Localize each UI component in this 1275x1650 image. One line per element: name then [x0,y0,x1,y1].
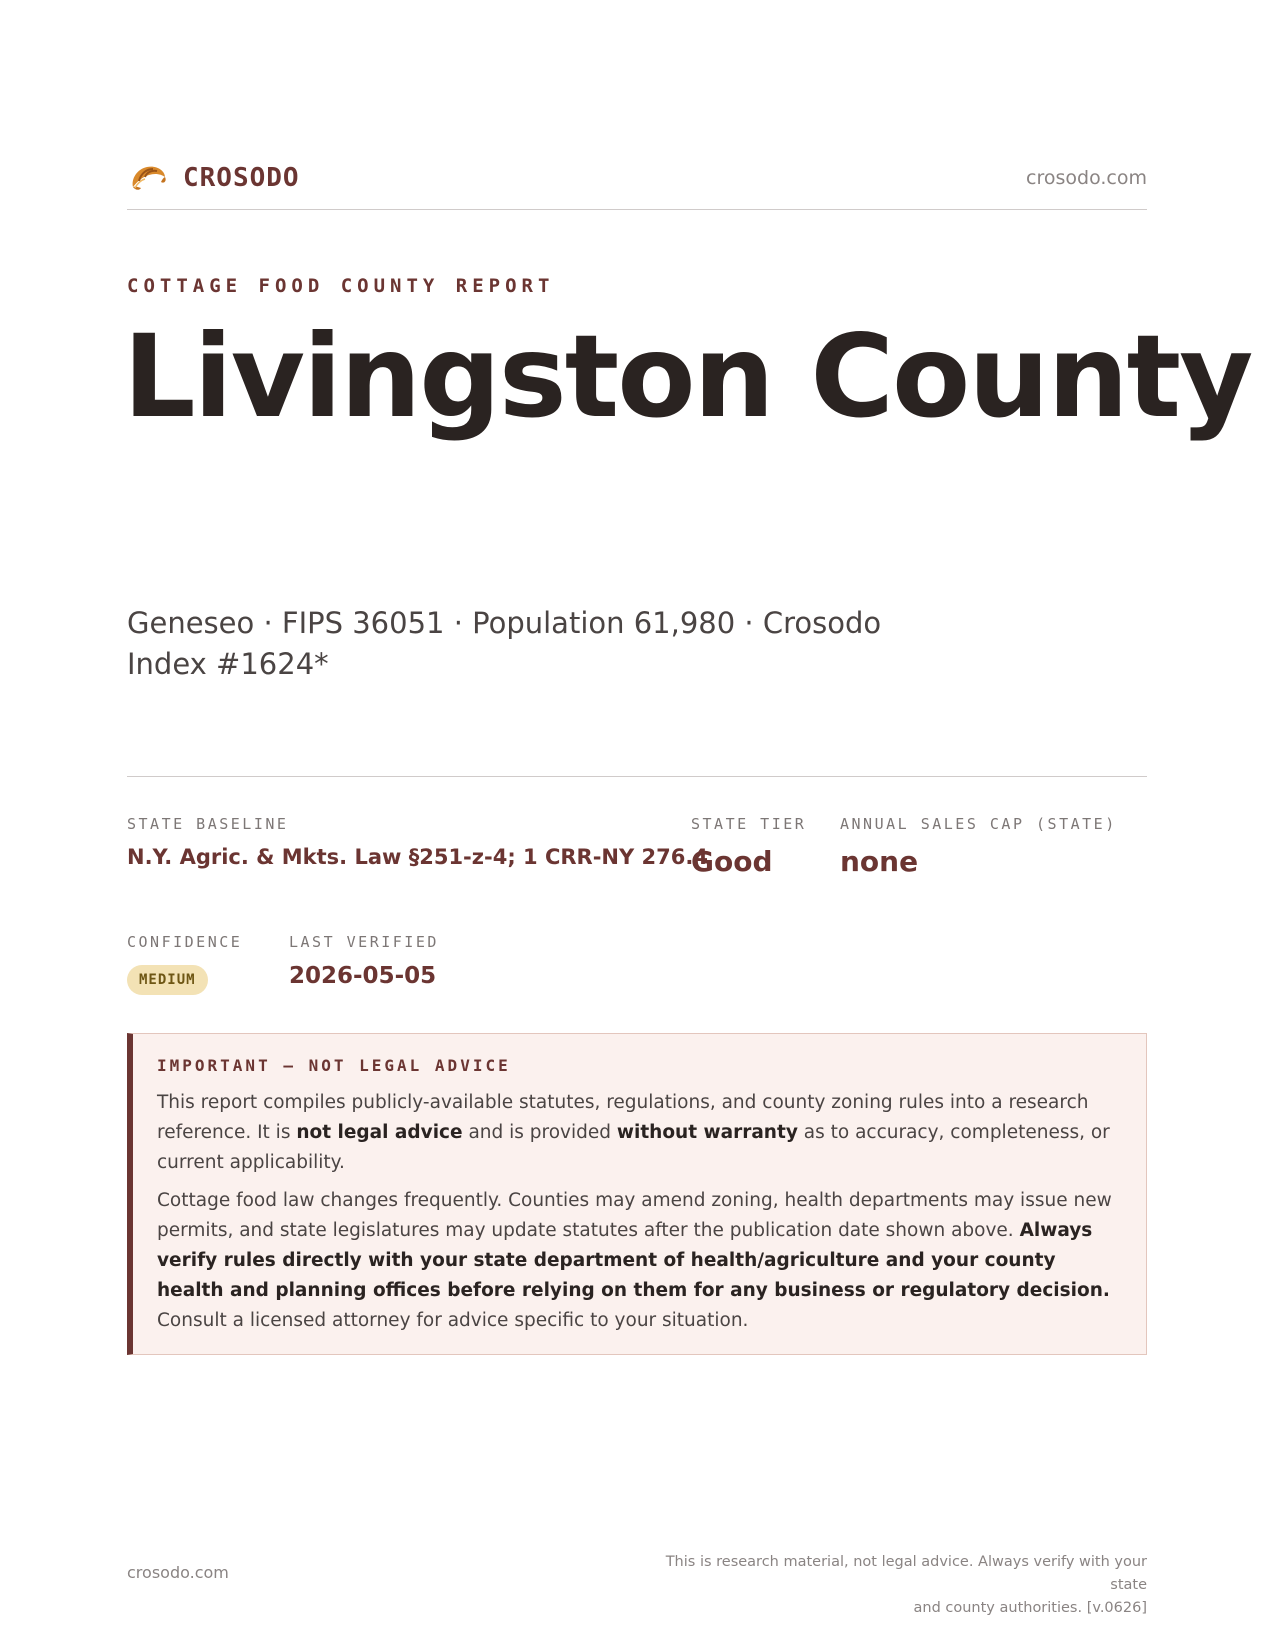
notice-emphasis: Always verify rules directly with your state department of health/agriculture and your county health and planning offices before relying on them for any business or regulatory decision. [157,1220,1110,1301]
notice-text: Cottage food law changes frequently. Counties may amend zoning, health departments may issue new permits, and state legislatures may update statutes after the publication date shown above. [157,1190,1112,1241]
brand-name: CROSODO [183,163,300,193]
notice-emphasis: without warranty [616,1122,798,1143]
footer-disclaimer-line-2: and county authorities. [v.0626] [913,1600,1147,1616]
page-header [127,157,1147,207]
footer-url[interactable]: crosodo.com [127,1563,229,1582]
notice-paragraph-2 [157,1186,1125,1336]
notice-text: and is provided [462,1122,617,1143]
header-divider [127,209,1147,210]
last-verified-label: LAST VERIFIED [289,933,439,951]
section-divider [127,776,1147,777]
last-verified-field [289,933,439,989]
notice-text: as to accuracy, completeness, or current applicability. [157,1122,1110,1173]
footer-disclaimer [627,1551,1147,1620]
state-tier-value: Good [691,845,773,878]
page-title: Livingston County [123,310,1252,443]
legal-notice [127,1033,1147,1355]
report-subtitle: Geneseo · FIPS 36051 · Population 61,980 · Crosodo Index #1624* [127,606,882,681]
sales-cap-field [840,815,1117,878]
last-verified-value: 2026-05-05 [289,963,437,989]
footer-disclaimer-line-1: This is research material, not legal advice. Always verify with your state [665,1554,1147,1593]
state-baseline-value: N.Y. Agric. & Mkts. Law §251-z-4; 1 CRR-NY 276.4 [127,845,708,869]
notice-text: Consult a licensed attorney for advice specific to your situation. [157,1310,749,1331]
croissant-icon [127,157,169,199]
site-url[interactable]: crosodo.com [1026,167,1147,189]
notice-text: This report compiles publicly-available statutes, regulations, and county zoning rules into a research reference. It is [157,1092,1089,1143]
notice-paragraph-1 [157,1088,1125,1178]
notice-emphasis: not legal advice [296,1122,463,1143]
brand [127,157,300,199]
report-page [123,0,1252,1650]
sales-cap-value: none [840,845,919,878]
report-eyebrow: COTTAGE FOOD COUNTY REPORT [127,275,555,297]
state-tier-label: STATE TIER [691,815,807,833]
confidence-badge: MEDIUM [127,965,208,995]
state-baseline-label: STATE BASELINE [127,815,289,833]
state-tier-field [691,815,806,878]
confidence-label: CONFIDENCE [127,933,243,951]
sales-cap-label: ANNUAL SALES CAP (STATE) [840,815,1117,833]
state-baseline-field [127,815,708,869]
confidence-field [127,933,242,995]
notice-title: IMPORTANT — NOT LEGAL ADVICE [157,1056,511,1075]
